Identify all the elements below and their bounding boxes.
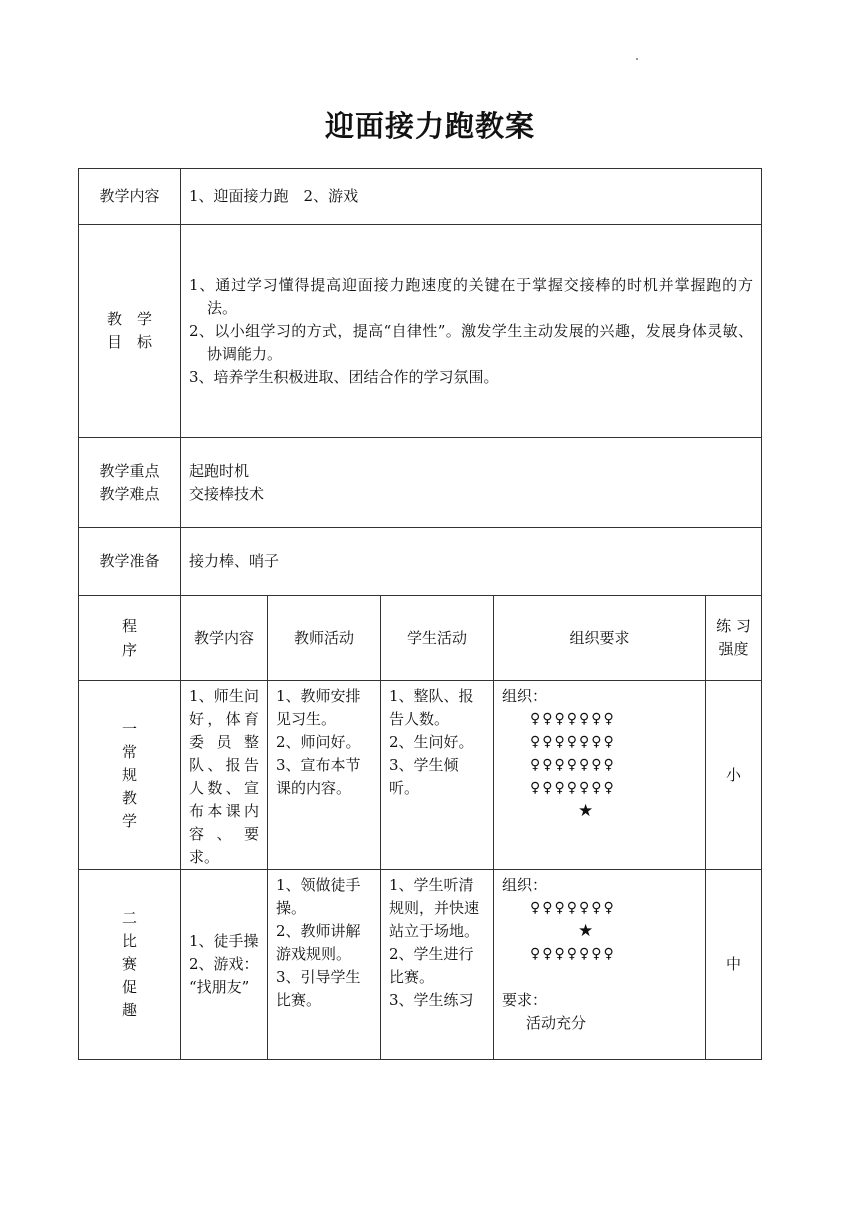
teacher-star-icon: ★ [578, 801, 594, 821]
section-content: 1、徒手操 2、游戏： “找朋友” [181, 870, 268, 1060]
section-intensity: 中 [706, 870, 762, 1060]
lesson-plan-table [78, 168, 762, 1060]
section-student: 1、学生听清规则，并快速站立于场地。 2、学生进行比赛。 3、学生练习 [381, 870, 494, 1060]
section-org [494, 870, 706, 1060]
student-formation-row: ♀♀♀♀♀♀♀ [530, 757, 616, 773]
page-title: 迎面接力跑教案 [324, 109, 535, 143]
student-formation-row: ♀♀♀♀♀♀♀ [530, 780, 616, 796]
org-label: 组织： [502, 876, 548, 894]
header-teacher: 教师活动 [268, 596, 381, 681]
goal-item: 2、以小组学习的方式，提高“自律性”。激发学生主动发展的兴趣，发展身体灵敏、协调能力。 [189, 321, 753, 363]
student-formation-row: ♀♀♀♀♀♀♀ [530, 946, 616, 962]
row-teaching-goal [79, 225, 762, 438]
label-preparation: 教学准备 [79, 528, 181, 596]
section-procedure: 一 常 规 教 学 [79, 681, 181, 870]
requirement-value: 活动充分 [526, 1014, 587, 1032]
section-teacher: 1、领做徒手操。 2、教师讲解游戏规则。 3、引导学生比赛。 [268, 870, 381, 1060]
goal-list [181, 225, 762, 438]
section-intensity: 小 [706, 681, 762, 870]
label-teaching-content: 教学内容 [79, 169, 181, 225]
requirement-label: 要求： [502, 991, 548, 1009]
header-content: 教学内容 [181, 596, 268, 681]
value-focus-difficulty: 起跑时机 交接棒技术 [181, 438, 762, 528]
section-student: 1、整队、报告人数。 2、生问好。 3、学生倾听。 [381, 681, 494, 870]
student-formation-row: ♀♀♀♀♀♀♀ [530, 900, 616, 916]
value-preparation: 接力棒、哨子 [181, 528, 762, 596]
label-focus-difficulty: 教学重点 教学难点 [79, 438, 181, 528]
header-student: 学生活动 [381, 596, 494, 681]
section-teacher: 1、教师安排见习生。 2、师问好。 3、宣布本节课的内容。 [268, 681, 381, 870]
row-preparation [79, 528, 762, 596]
header-procedure: 程序 [79, 596, 181, 681]
student-formation-row: ♀♀♀♀♀♀♀ [530, 734, 616, 750]
teacher-star-icon: ★ [578, 921, 594, 941]
section-org [494, 681, 706, 870]
header-row [79, 596, 762, 681]
goal-item: 1、通过学习懂得提高迎面接力跑速度的关键在于掌握交接棒的时机并掌握跑的方法。 [189, 275, 753, 317]
org-label: 组织： [502, 687, 548, 705]
section-content: 1、师生问好，体育委员整队、报告人数、宣布本课内容、要求。 [181, 681, 268, 870]
section-row-game [79, 870, 762, 1060]
label-teaching-goal: 教 学 目 标 [79, 225, 181, 438]
section-procedure: 二 比 赛 促 趣 [79, 870, 181, 1060]
value-teaching-content: 1、迎面接力跑 2、游戏 [181, 169, 762, 225]
section-row-routine [79, 681, 762, 870]
header-org: 组织要求 [494, 596, 706, 681]
goal-item: 3、培养学生积极进取、团结合作的学习氛围。 [189, 367, 499, 386]
row-teaching-content [79, 169, 762, 225]
student-formation-row: ♀♀♀♀♀♀♀ [530, 711, 616, 727]
page-dot [636, 58, 638, 60]
row-focus-difficulty [79, 438, 762, 528]
header-intensity: 练 习 强度 [706, 596, 762, 681]
